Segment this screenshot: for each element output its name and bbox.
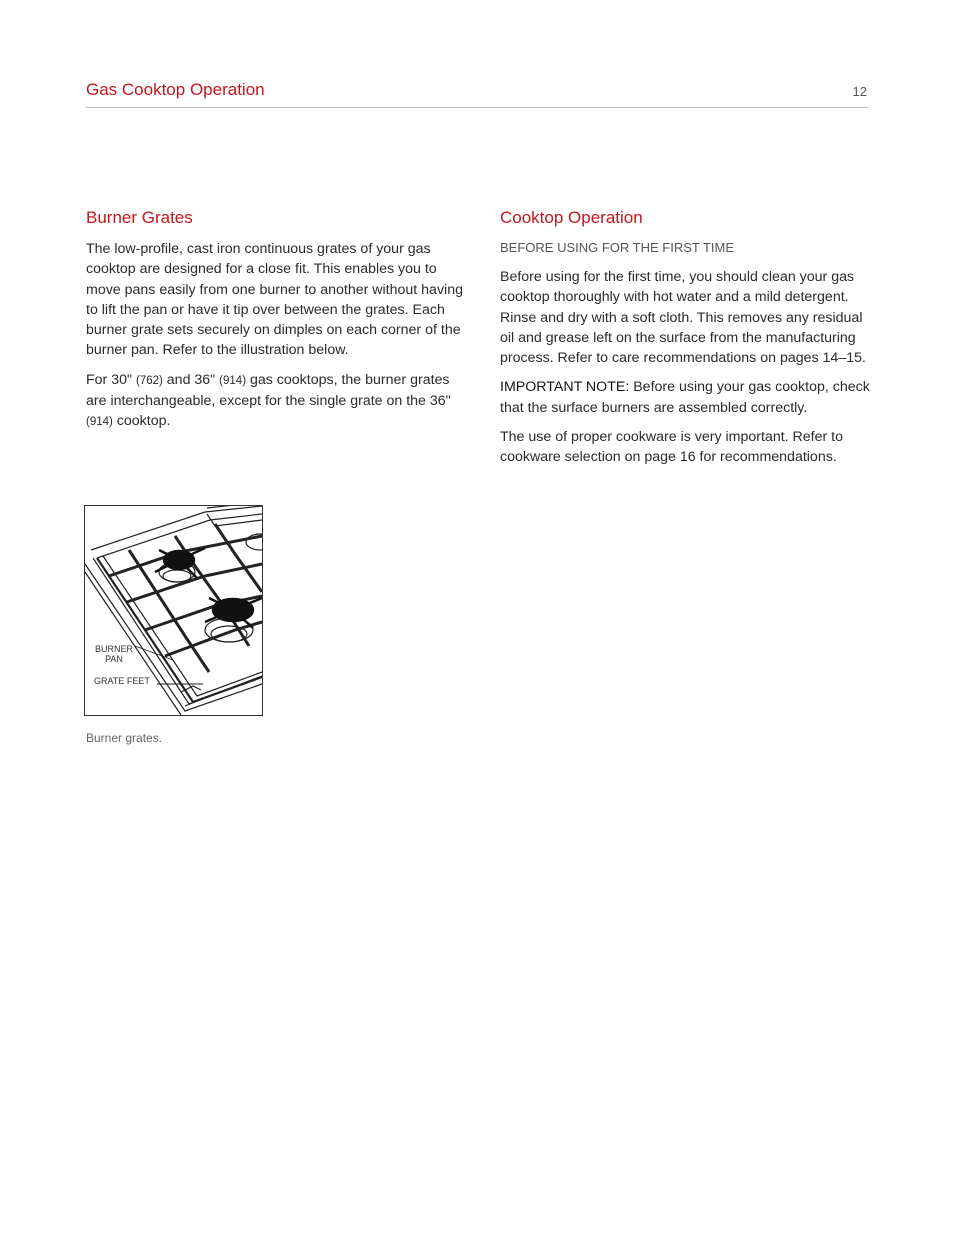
important-note-label: IMPORTANT NOTE: <box>500 379 630 396</box>
burner-pan-label <box>93 644 135 664</box>
figure-caption: Burner grates. <box>86 731 163 745</box>
burner-grates-heading: Burner Grates <box>86 208 193 227</box>
cooktop-operation-heading: Cooktop Operation <box>500 208 643 227</box>
page-number: 12 <box>852 84 867 99</box>
p2-mm-b: (914) <box>219 374 247 387</box>
before-first-use-subheading: BEFORE USING FOR THE FIRST TIME <box>500 240 735 255</box>
cooktop-operation-paragraph-3: The use of proper cookware is very important. Refer to cookware selection on page 16 for recommendations. <box>500 429 844 466</box>
header-divider <box>86 107 868 108</box>
burner-pan-label-line-2: PAN <box>105 654 123 664</box>
burner-pan-label-line-1: BURNER <box>94 644 133 654</box>
grate-feet-label: GRATE FEET <box>94 676 150 686</box>
burner-grates-illustration <box>84 505 263 716</box>
p2-mm-c: (914) <box>86 416 113 429</box>
p2-text-b: and 36" <box>162 371 220 388</box>
burner-grates-paragraph-2 <box>86 370 466 433</box>
p2-text-a: For 30" <box>86 371 136 388</box>
important-note-text: Before using your gas cooktop, check that the surface burners are assembled correctly. <box>500 379 870 416</box>
burner-grates-section <box>86 207 466 442</box>
p2-text-d: cooktop. <box>112 413 171 430</box>
cooktop-operation-paragraph-1: Before using for the first time, you should clean your gas cooktop thoroughly with hot water and a mild detergent. Rinse and dry with a soft cloth. This removes any residual oil and grease left on the surface from the manufacturing process. Refer to care recommendations on pages 14–15. <box>500 269 866 367</box>
important-note-paragraph <box>500 377 878 418</box>
p2-mm-a: (762) <box>135 374 163 387</box>
burner-grates-paragraph-1: The low-profile, cast iron continuous grates of your gas cooktop are designed for a close fit. This enables you to move pans easily from one burner to another without having to lift the pan or have it tip over between the grates. Each burner grate sets securely on dimples on each corner of the burner pan. Refer to the illustration below. <box>86 241 463 359</box>
cooktop-operation-section <box>500 207 878 477</box>
page-header-title: Gas Cooktop Operation <box>86 80 265 99</box>
p2-text-c: gas cooktops, the burner grates are interchangeable, except for the single grate on the 36" <box>86 371 451 410</box>
